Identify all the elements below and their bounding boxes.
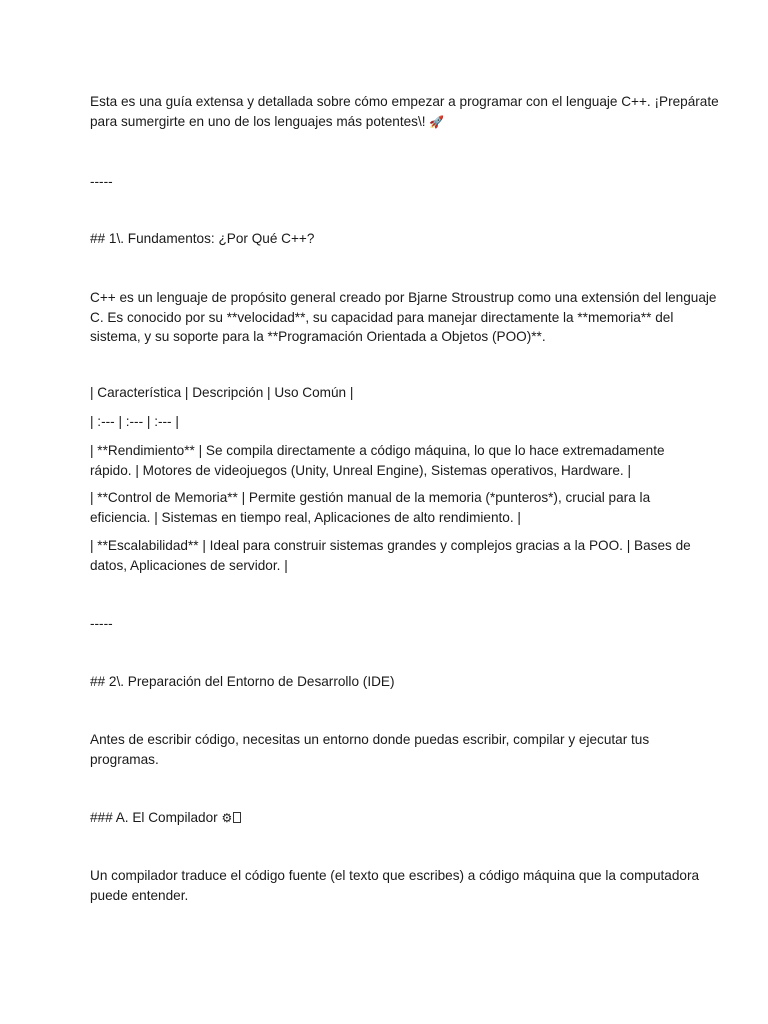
section-1-heading: ## 1\. Fundamentos: ¿Por Qué C++? bbox=[90, 231, 315, 246]
table-row-2-line-1: | **Control de Memoria** | Permite gestión manual de la memoria (*punteros*), crucial para la bbox=[90, 490, 651, 505]
section-2-paragraph bbox=[90, 730, 690, 769]
section-2-heading: ## 2\. Preparación del Entorno de Desarrollo (IDE) bbox=[90, 674, 395, 689]
subsection-a-line-1: Un compilador traduce el código fuente (el texto que escribes) a código máquina que la computadora bbox=[90, 868, 700, 883]
intro-line-2 bbox=[90, 112, 690, 133]
subsection-a-heading-text: ### A. El Compilador bbox=[90, 810, 222, 825]
table-separator-row: | :--- | :--- | :--- | bbox=[90, 414, 179, 429]
table-row-1-line-2: rápido. | Motores de videojuegos (Unity, Unreal Engine), Sistemas operativos, Hardware. | bbox=[90, 462, 631, 478]
section-2-line-2: programas. bbox=[90, 751, 159, 767]
intro-paragraph bbox=[90, 92, 719, 132]
section-2-line-1: Antes de escribir código, necesitas un entorno donde puedas escribir, compilar y ejecutar tus bbox=[90, 732, 650, 747]
table-row bbox=[90, 488, 690, 527]
table-row bbox=[90, 441, 690, 480]
table-row-3-line-2: datos, Aplicaciones de servidor. | bbox=[90, 557, 288, 573]
table-row-2-line-2: eficiencia. | Sistemas en tiempo real, Aplicaciones de alto rendimiento. | bbox=[90, 509, 521, 525]
missing-glyph-icon bbox=[233, 812, 241, 823]
table-row-3-line-1: | **Escalabilidad** | Ideal para construir sistemas grandes y complejos gracias a la POO. | Bases de bbox=[90, 538, 691, 553]
table-header-row: | Característica | Descripción | Uso Común | bbox=[90, 385, 354, 400]
section-1-line-1: C++ es un lenguaje de propósito general creado por Bjarne Stroustrup como una extensión del lenguaje bbox=[90, 290, 717, 305]
gear-icon: ⚙ bbox=[221, 811, 233, 825]
table-row bbox=[90, 536, 690, 575]
section-1-paragraph bbox=[90, 288, 717, 347]
intro-line-2-text: para sumergirte en uno de los lenguajes más potentes\! bbox=[90, 113, 430, 129]
divider-2: ----- bbox=[90, 616, 113, 631]
subsection-a-line-2: puede entender. bbox=[90, 887, 189, 903]
subsection-a-heading bbox=[90, 808, 690, 829]
subsection-a-paragraph bbox=[90, 866, 700, 905]
intro-line-1: Esta es una guía extensa y detallada sobre cómo empezar a programar con el lenguaje C++. ¡Prepárate bbox=[90, 94, 719, 109]
section-1-line-3: sistema, y su soporte para la **Programación Orientada a Objetos (POO)**. bbox=[90, 329, 546, 344]
table-row-1-line-1: | **Rendimiento** | Se compila directamente a código máquina, lo que lo hace extremadamente bbox=[90, 443, 665, 458]
divider-1: ----- bbox=[90, 174, 113, 189]
rocket-icon: 🚀 bbox=[429, 114, 445, 129]
section-1-line-2: C. Es conocido por su **velocidad**, su capacidad para manejar directamente la **memoria** del bbox=[90, 309, 674, 325]
